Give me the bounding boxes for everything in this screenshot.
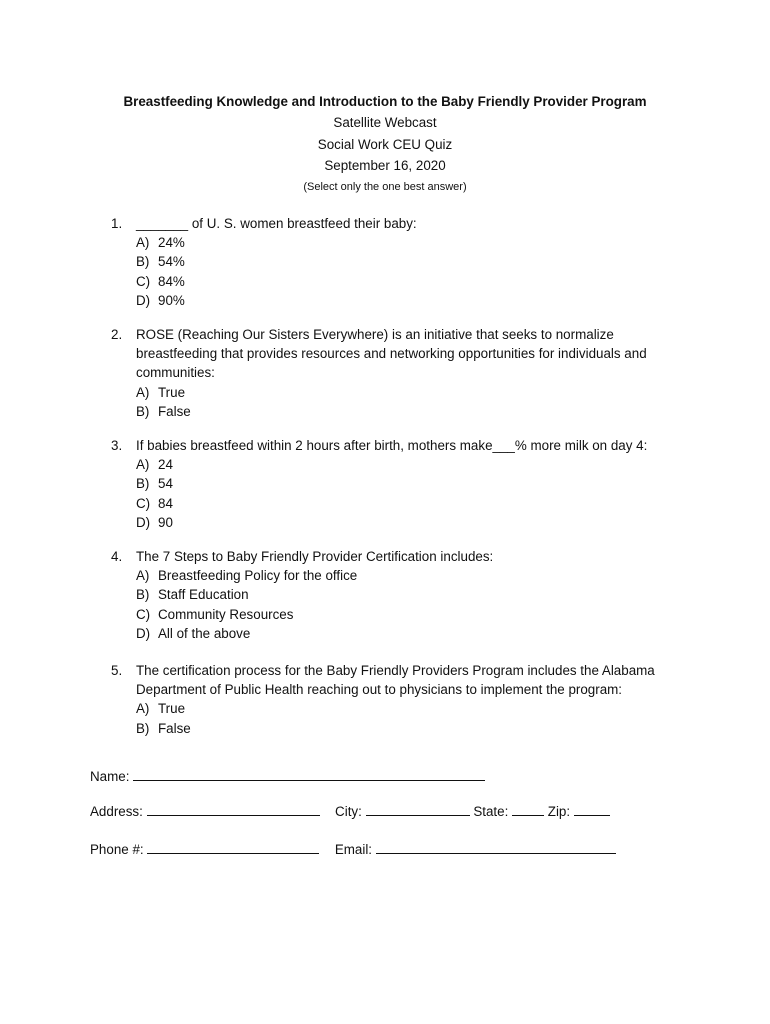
question-5: [111, 661, 691, 738]
state-label: State:: [473, 804, 509, 819]
option-text: 90: [158, 514, 173, 530]
question-2: [111, 325, 691, 421]
option-text: 24: [158, 457, 173, 473]
answer-option-a[interactable]: [136, 383, 691, 402]
option-letter: D): [136, 625, 151, 641]
option-text: 84%: [158, 273, 185, 289]
option-text: 24%: [158, 235, 185, 251]
question-4: [111, 547, 691, 643]
option-letter: B): [136, 403, 150, 419]
option-text: True: [158, 384, 186, 400]
question-text: ROSE (Reaching Our Sisters Everywhere) is an initiative that seeks to normalize breastfeeding that provides resources and networking opportunities for individuals and communities:: [136, 327, 647, 381]
document-subtitle-quiz: Social Work CEU Quiz: [317, 136, 453, 152]
option-text: 84: [158, 495, 173, 511]
city-field[interactable]: [366, 803, 470, 816]
option-letter: B): [136, 476, 150, 492]
question-number: 5.: [111, 663, 123, 679]
option-letter: D): [136, 292, 151, 308]
question-number: 1.: [111, 216, 123, 231]
email-label: Email:: [334, 842, 373, 857]
name-row: [90, 768, 485, 784]
phone-field[interactable]: [147, 841, 319, 854]
option-text: Breastfeeding Policy for the office: [158, 568, 358, 584]
answer-option-c[interactable]: [136, 494, 691, 513]
document-title: Breastfeeding Knowledge and Introduction to the Baby Friendly Provider Program: [123, 94, 647, 109]
state-field[interactable]: [512, 803, 544, 816]
city-label: City:: [335, 804, 362, 819]
option-letter: A): [136, 568, 150, 584]
answer-option-a[interactable]: [136, 699, 691, 718]
option-letter: B): [136, 587, 150, 603]
document-instruction: (Select only the one best answer): [303, 180, 467, 193]
question-text: The 7 Steps to Baby Friendly Provider Certification includes:: [136, 549, 494, 565]
document-header: [0, 92, 770, 198]
answer-option-d[interactable]: [136, 513, 691, 532]
option-letter: D): [136, 514, 151, 530]
option-text: Staff Education: [158, 587, 249, 603]
answer-option-a[interactable]: [136, 455, 691, 474]
option-text: False: [158, 403, 191, 419]
option-letter: A): [136, 384, 150, 400]
option-text: 90%: [158, 292, 185, 308]
question-number: 3.: [111, 438, 123, 454]
question-text: _______ of U. S. women breastfeed their baby:: [136, 216, 417, 231]
answer-option-a[interactable]: [136, 566, 691, 585]
address-label: Address:: [90, 804, 143, 819]
answer-option-b[interactable]: [136, 585, 691, 604]
zip-field[interactable]: [574, 803, 610, 816]
option-text: True: [158, 701, 186, 717]
address-row: [90, 803, 610, 819]
option-text: All of the above: [158, 625, 251, 641]
option-text: 54: [158, 476, 173, 492]
answer-option-d[interactable]: [136, 291, 691, 310]
answer-option-c[interactable]: [136, 605, 691, 624]
answer-option-c[interactable]: [136, 272, 691, 291]
zip-label: Zip:: [547, 804, 571, 819]
answer-option-a[interactable]: [136, 233, 691, 252]
question-number: 2.: [111, 327, 123, 343]
question-list: [111, 214, 691, 738]
question-1: [111, 214, 691, 310]
name-field[interactable]: [133, 768, 485, 781]
question-text: The certification process for the Baby Friendly Providers Program includes the Alabama Department of Public Health reaching out to physicians to implement the program:: [136, 663, 655, 698]
answer-option-d[interactable]: [136, 624, 691, 643]
document-subtitle-webcast: Satellite Webcast: [333, 115, 437, 130]
option-letter: A): [136, 235, 150, 251]
phone-label: Phone #:: [90, 842, 144, 857]
option-letter: A): [136, 457, 150, 473]
option-text: Community Resources: [158, 606, 294, 622]
question-3: [111, 436, 691, 532]
phone-email-row: [90, 841, 616, 857]
document-date: September 16, 2020: [324, 158, 446, 173]
option-letter: B): [136, 254, 150, 270]
address-field[interactable]: [147, 803, 320, 816]
option-text: False: [158, 720, 191, 736]
question-text: If babies breastfeed within 2 hours after birth, mothers make___% more milk on day 4:: [136, 438, 648, 454]
option-letter: B): [136, 720, 150, 736]
option-letter: C): [136, 495, 151, 511]
email-field[interactable]: [376, 841, 616, 854]
answer-option-b[interactable]: [136, 402, 691, 421]
option-letter: A): [136, 701, 150, 717]
answer-option-b[interactable]: [136, 719, 691, 738]
answer-option-b[interactable]: [136, 474, 691, 493]
option-letter: C): [136, 606, 151, 622]
question-number: 4.: [111, 549, 123, 565]
option-letter: C): [136, 273, 151, 289]
option-text: 54%: [158, 254, 185, 270]
name-label: Name:: [90, 769, 130, 784]
answer-option-b[interactable]: [136, 252, 691, 271]
